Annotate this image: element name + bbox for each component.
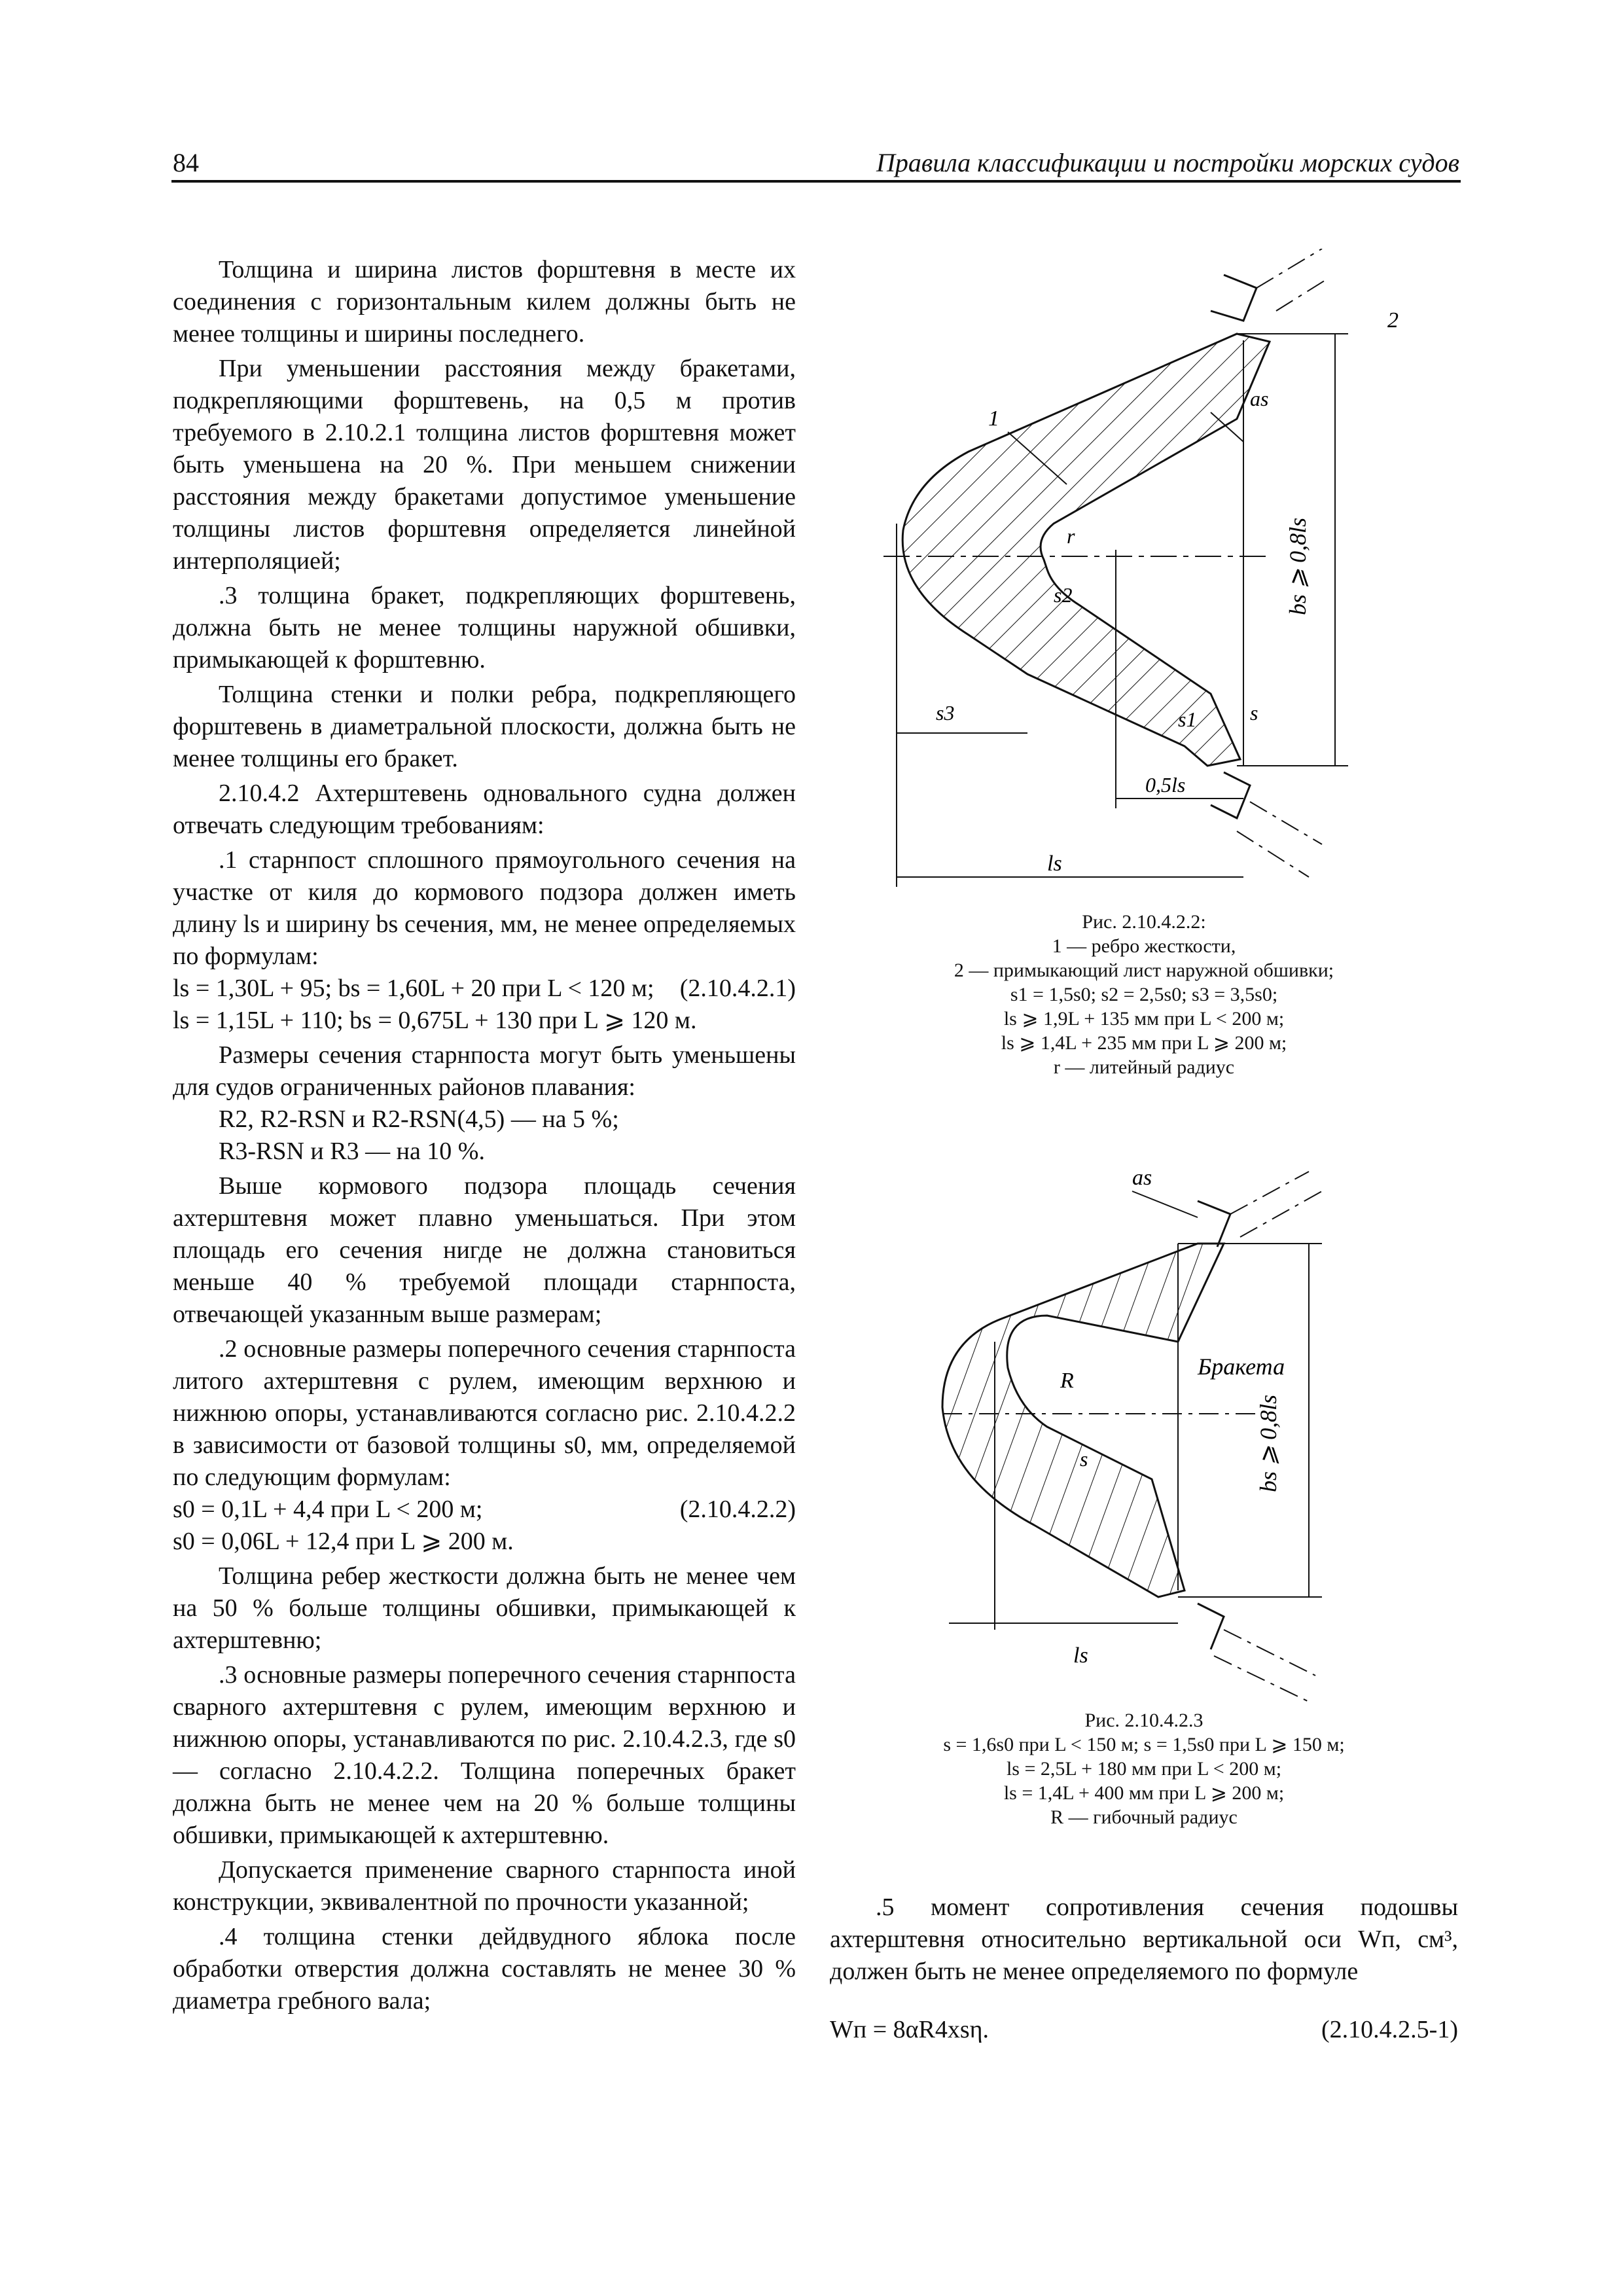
paragraph: .4 толщина стенки дейдвудного яблока после обработки отверстия должна составлять не менее 30 % диаметра гребного вала; (173, 1923, 796, 2015)
caption-line: 2 — примыкающий лист наружной обшивки; (954, 960, 1334, 981)
caption-line: s1 = 1,5s0; s2 = 2,5s0; s3 = 3,5s0; (1010, 984, 1278, 1005)
section-heading-paragraph: 2.10.4.2 Ахтерштевень одновального судна должен отвечать следующим требованиям: (173, 780, 796, 839)
label-as: as (1250, 387, 1269, 410)
formula-line: ls = 1,15L + 110; bs = 0,675L + 130 при L ⩾ 120 м. (173, 1007, 697, 1034)
shell-plate-bottom (1211, 772, 1250, 818)
formula-number: (2.10.4.2.2) (679, 1496, 796, 1523)
label-bracket: Бракета (1198, 1354, 1285, 1380)
formula-line: s0 = 0,1L + 4,4 при L < 200 м; (173, 1496, 483, 1523)
caption-line: ls ⩾ 1,9L + 135 мм при L < 200 м; (1003, 1008, 1285, 1030)
page-number: 84 (173, 148, 199, 177)
paragraph: Толщина стенки и полки ребра, подкрепляющего форштевень в диаметральной плоскости, должна быть не менее толщины его бракет. (173, 681, 796, 772)
paragraph: .2 основные размеры поперечного сечения старнпоста литого ахтерштевня с рулем, имеющим верхнюю и нижнюю опоры, устанавливаются согласно рис. 2.10.4.2.2 в зависимости от базовой толщины s0, мм, определяемой по следующим формулам: (173, 1335, 796, 1491)
figure-2-caption (830, 1708, 1458, 1829)
welded-stern-shape (942, 1244, 1224, 1597)
paragraph: Размеры сечения старнпоста могут быть уменьшены для судов ограниченных районов плавания: (173, 1041, 796, 1101)
paragraph-bold: R3-RSN и R3 — на 10 %. (219, 1138, 485, 1165)
label-s2: s2 (1054, 583, 1073, 607)
right-column (830, 1892, 1458, 2046)
stern-section-shape (902, 334, 1270, 766)
paragraph: Допускается применение сварного старнпоста иной конструкции, эквивалентной по прочности указанной; (173, 1856, 796, 1916)
figure-2-10-4-2-2 (870, 249, 1459, 903)
paragraph: .3 толщина бракет, подкрепляющих форштевень, должна быть не менее толщины наружной обшивки, примыкающей к форштевню. (173, 582, 796, 673)
caption-line: Рис. 2.10.4.2.2: (1082, 911, 1206, 933)
formula-number: (2.10.4.2.1) (679, 975, 796, 1002)
caption-line: Рис. 2.10.4.2.3 (1084, 1710, 1204, 1731)
label-s3: s3 (936, 701, 955, 725)
formula-row (173, 973, 796, 1005)
left-column (173, 254, 796, 2017)
callout-2: 2 (1387, 308, 1399, 332)
callout-1: 1 (988, 406, 999, 431)
label-bs: bs ⩾ 0,8ls (1285, 517, 1311, 615)
label-ls: ls (1047, 852, 1062, 876)
label-r: r (1067, 524, 1075, 548)
formula-number: (2.10.4.2.5-1) (1321, 2016, 1458, 2043)
paragraph: .3 основные размеры поперечного сечения старнпоста сварного ахтерштевня с рулем, имеющим верхнюю и нижнюю опоры, устанавливаются по рис. 2.10.4.2.3, где s0 — согласно 2.10.4.2.2. Толщина поперечных бракет должна быть не менее чем на 20 % больше толщины обшивки, примыкающей к ахтерштевню. (173, 1661, 796, 1849)
label-half-ls: 0,5ls (1145, 773, 1186, 797)
caption-line: s = 1,6s0 при L < 150 м; s = 1,5s0 при L ⩾ 150 м; (943, 1734, 1345, 1755)
label-s: s (1250, 701, 1258, 725)
caption-line: 1 — ребро жесткости, (1052, 935, 1236, 957)
formula-row (173, 1005, 796, 1037)
label-s1: s1 (1178, 708, 1197, 731)
label-ls: ls (1073, 1643, 1088, 1668)
paragraph: При уменьшении расстояния между бракетами, подкрепляющими форштевень, на 0,5 м против требуемого в 2.10.2.1 толщина листов форштевня может быть уменьшена на 20 %. При меньшем снижении расстояния между бракетами допустимое уменьшение толщины листов форштевня определяется линейной интерполяцией; (173, 355, 796, 575)
formula-row (173, 1494, 796, 1526)
paragraph: .1 старнпост сплошного прямоугольного сечения на участке от киля до кормового подзора должен иметь длину ls и ширину bs сечения, мм, не менее определяемых по формулам: (173, 846, 796, 970)
figure-2-10-4-2-3 (890, 1126, 1466, 1708)
header-rule (171, 180, 1461, 183)
caption-line: r — литейный радиус (1053, 1056, 1235, 1078)
shell-plate-top (1211, 275, 1257, 321)
label-as: as (1132, 1166, 1152, 1190)
running-title: Правила классификации и постройки морских судов (876, 148, 1459, 177)
formula-row (173, 1526, 796, 1558)
paragraph: .5 момент сопротивления сечения подошвы ахтерштевня относительно вертикальной оси Wп, см³, должен быть не менее определяемого по формуле (830, 1893, 1458, 1985)
paragraph: Толщина ребер жесткости должна быть не менее чем на 50 % больше толщины обшивки, примыкающей к ахтерштевню; (173, 1562, 796, 1654)
caption-line: R — гибочный радиус (1050, 1806, 1238, 1828)
formula-row (830, 2014, 1458, 2046)
label-bs: bs ⩾ 0,8ls (1255, 1394, 1281, 1492)
paragraph: Выше кормового подзора площадь сечения ахтерштевня может плавно уменьшаться. При этом площадь его сечения нигде не должна становиться меньше 40 % требуемой площади старнпоста, отвечающей указанным выше размерам; (173, 1172, 796, 1328)
paragraph: Толщина и ширина листов форштевня в месте их соединения с горизонтальным килем должны быть не менее толщины и ширины последнего. (173, 256, 796, 348)
label-s: s (1080, 1447, 1088, 1471)
paragraph-bold: R2, R2-RSN и R2-RSN(4,5) — на 5 %; (219, 1105, 619, 1133)
formula-line: s0 = 0,06L + 12,4 при L ⩾ 200 м. (173, 1528, 514, 1555)
formula-line: Wп = 8αR4xsη. (830, 2016, 990, 2043)
label-R: R (1060, 1369, 1074, 1393)
formula-line: ls = 1,30L + 95; bs = 1,60L + 20 при L < 120 м; (173, 975, 654, 1002)
caption-line: ls = 1,4L + 400 мм при L ⩾ 200 м; (1003, 1782, 1285, 1804)
caption-line: ls = 2,5L + 180 мм при L < 200 м; (1006, 1758, 1282, 1780)
figure-1-caption (830, 910, 1458, 1079)
caption-line: ls ⩾ 1,4L + 235 мм при L ⩾ 200 м; (1001, 1032, 1287, 1054)
